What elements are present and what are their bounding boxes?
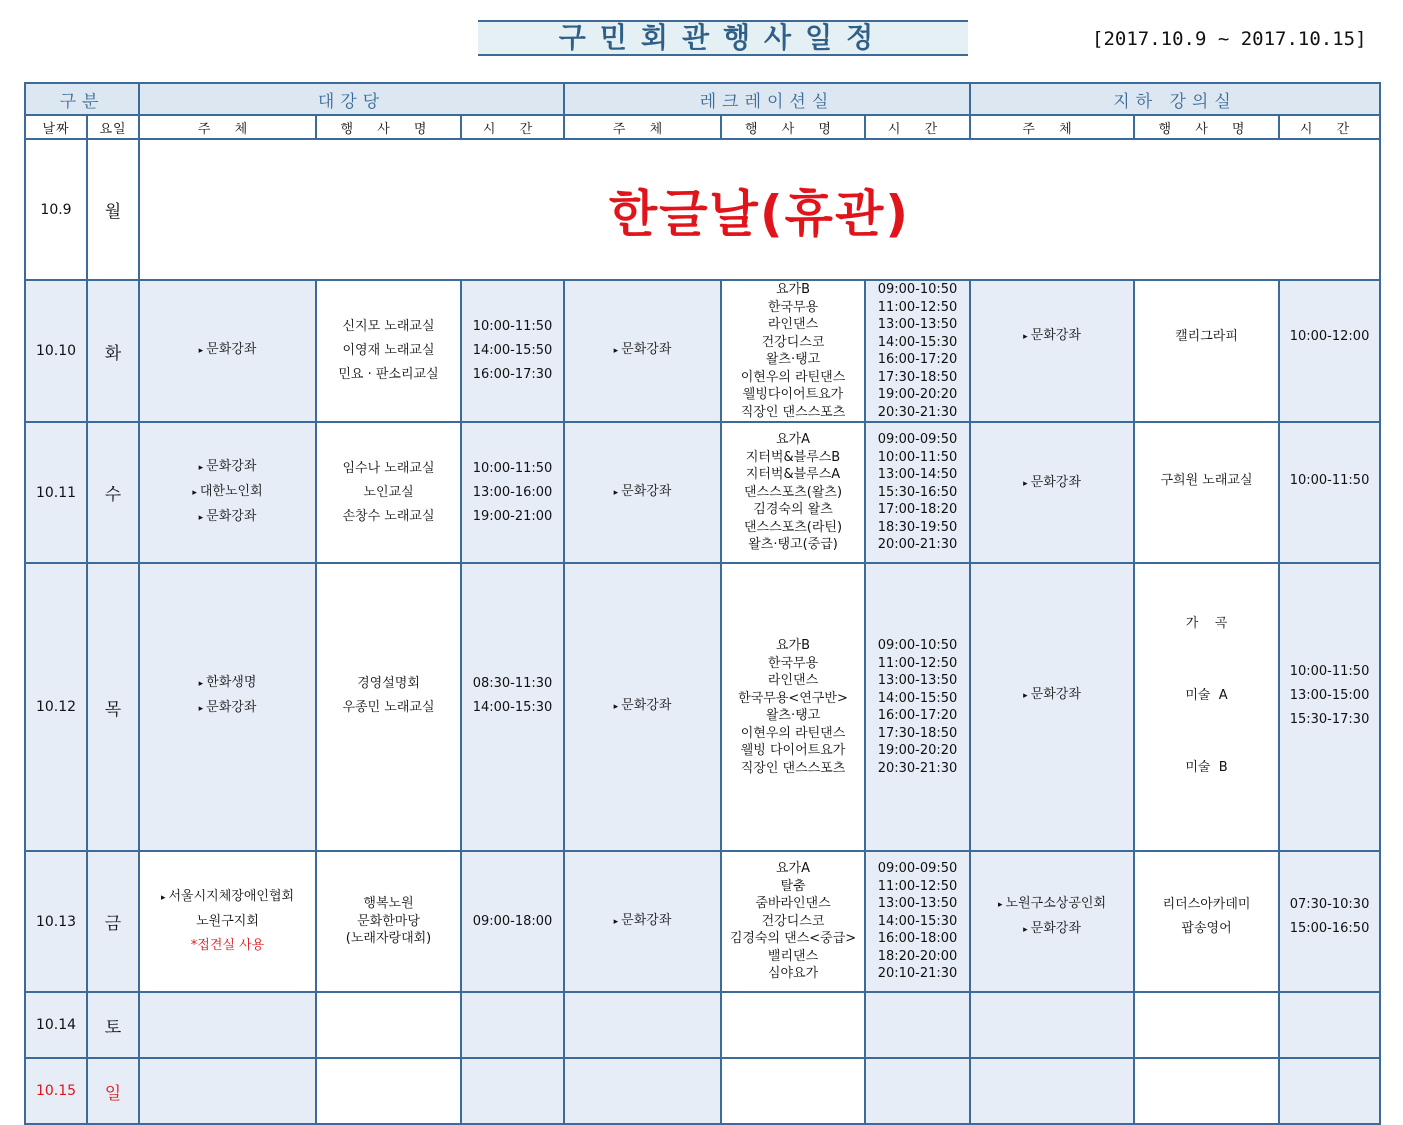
row-day: 토 bbox=[87, 992, 139, 1058]
empty-cell bbox=[865, 1058, 970, 1124]
empty-cell bbox=[970, 992, 1134, 1058]
empty-cell bbox=[721, 1058, 865, 1124]
empty-cell bbox=[1134, 1058, 1279, 1124]
header-auditorium: 대강당 bbox=[139, 83, 564, 115]
recreation-host: ▸ 문화강좌 bbox=[564, 422, 721, 563]
row-date: 10.11 bbox=[25, 422, 87, 563]
recreation-events: 요가B 한국무용 라인댄스 건강디스코 왈츠·탱고 이현우의 라틴댄스 웰빙다이어트요가 직장인 댄스스포츠 bbox=[721, 280, 865, 422]
row-date: 10.13 bbox=[25, 851, 87, 992]
basement-events: 캘리그라피 bbox=[1134, 280, 1279, 422]
empty-cell bbox=[721, 992, 865, 1058]
row-day: 금 bbox=[87, 851, 139, 992]
recreation-times: 09:00-10:50 11:00-12:50 13:00-13:50 14:00-15:50 16:00-17:20 17:30-18:50 19:00-20:20 20:30-21:30 bbox=[865, 563, 970, 851]
auditorium-host: ▸ 서울시지체장애인협회 노원구지회 *접견실 사용 bbox=[139, 851, 316, 992]
header-host: 주 체 bbox=[139, 115, 316, 139]
table-row bbox=[25, 280, 1380, 422]
row-date: 10.15 bbox=[25, 1058, 87, 1124]
empty-cell bbox=[316, 992, 461, 1058]
table-row bbox=[25, 992, 1380, 1058]
recreation-times: 09:00-09:50 11:00-12:50 13:00-13:50 14:00-15:30 16:00-18:00 18:20-20:00 20:10-21:30 bbox=[865, 851, 970, 992]
bullet-icon: ▸ bbox=[198, 513, 204, 523]
recreation-events: 요가A 지터벅&블루스B 지터벅&블루스A 댄스스포츠(왈츠) 김경숙의 왈츠 댄스스포츠(라틴) 왈츠·탱고(중급) bbox=[721, 422, 865, 563]
bullet-icon: ▸ bbox=[613, 346, 619, 357]
basement-events: 리더스아카데미 팝송영어 bbox=[1134, 851, 1279, 992]
basement-host: ▸ 문화강좌 bbox=[970, 280, 1134, 422]
table-row bbox=[25, 1058, 1380, 1124]
row-date: 10.10 bbox=[25, 280, 87, 422]
recreation-times: 09:00-09:50 10:00-11:50 13:00-14:50 15:30-16:50 17:00-18:20 18:30-19:50 20:00-21:30 bbox=[865, 422, 970, 563]
header-event: 행 사 명 bbox=[1134, 115, 1279, 139]
basement-host: ▸ 문화강좌 bbox=[970, 422, 1134, 563]
bullet-icon: ▸ bbox=[1023, 478, 1028, 489]
row-day: 수 bbox=[87, 422, 139, 563]
auditorium-host: ▸ 문화강좌 ▸ 대한노인회 ▸ 문화강좌 bbox=[139, 422, 316, 563]
header-host: 주 체 bbox=[970, 115, 1134, 139]
empty-cell bbox=[1279, 992, 1380, 1058]
row-date: 10.14 bbox=[25, 992, 87, 1058]
bullet-icon: ▸ bbox=[1023, 924, 1028, 935]
recreation-times: 09:00-10:50 11:00-12:50 13:00-13:50 14:00-15:30 16:00-17:20 17:30-18:50 19:00-20:20 20:30-21:30 bbox=[865, 280, 970, 422]
table-row bbox=[25, 851, 1380, 992]
row-date: 10.9 bbox=[25, 139, 87, 280]
row-day: 일 bbox=[87, 1058, 139, 1124]
bullet-icon: ▸ bbox=[198, 679, 204, 689]
empty-cell bbox=[865, 992, 970, 1058]
page-title: 구민회관행사일정 bbox=[478, 20, 968, 56]
basement-host: ▸ 노원구소상공인회 ▸ 문화강좌 bbox=[970, 851, 1134, 992]
basement-times: 07:30-10:30 15:00-16:50 bbox=[1279, 851, 1380, 992]
header-event: 행 사 명 bbox=[721, 115, 865, 139]
table-row bbox=[25, 139, 1380, 280]
recreation-events: 요가B 한국무용 라인댄스 한국무용<연구반> 왈츠·탱고 이현우의 라틴댄스 웰빙 다이어트요가 직장인 댄스스포츠 bbox=[721, 563, 865, 851]
auditorium-times: 09:00-18:00 bbox=[461, 851, 564, 992]
basement-events: 구희원 노래교실 bbox=[1134, 422, 1279, 563]
row-day: 화 bbox=[87, 280, 139, 422]
holiday-banner bbox=[139, 139, 1380, 280]
empty-cell bbox=[461, 1058, 564, 1124]
row-date: 10.12 bbox=[25, 563, 87, 851]
bullet-icon: ▸ bbox=[1023, 691, 1028, 702]
auditorium-times: 10:00-11:50 13:00-16:00 19:00-21:00 bbox=[461, 422, 564, 563]
bullet-icon: ▸ bbox=[192, 488, 197, 498]
header-group: 구분 bbox=[25, 83, 139, 115]
auditorium-events: 행복노원 문화한마당 (노래자랑대회) bbox=[316, 851, 461, 992]
empty-cell bbox=[139, 992, 316, 1058]
header-time: 시 간 bbox=[865, 115, 970, 139]
recreation-events: 요가A 탈춤 줌바라인댄스 건강디스코 김경숙의 댄스<중급> 밸리댄스 심야요가 bbox=[721, 851, 865, 992]
auditorium-times: 08:30-11:30 14:00-15:30 bbox=[461, 563, 564, 851]
header-day: 요일 bbox=[87, 115, 139, 139]
schedule-table bbox=[24, 82, 1381, 1125]
bullet-icon: ▸ bbox=[1023, 332, 1028, 343]
header-recreation: 레크레이션실 bbox=[564, 83, 970, 115]
row-day: 월 bbox=[87, 139, 139, 280]
header-time: 시 간 bbox=[461, 115, 564, 139]
bullet-icon: ▸ bbox=[998, 899, 1003, 910]
header-row-groups bbox=[25, 83, 1380, 115]
bullet-icon: ▸ bbox=[613, 916, 619, 927]
auditorium-events: 임수나 노래교실 노인교실 손창수 노래교실 bbox=[316, 422, 461, 563]
header-time: 시 간 bbox=[1279, 115, 1380, 139]
empty-cell bbox=[1279, 1058, 1380, 1124]
host-note: *접견실 사용 bbox=[190, 938, 265, 953]
header-host: 주 체 bbox=[564, 115, 721, 139]
bullet-icon: ▸ bbox=[613, 487, 619, 498]
holiday-text: 한글날(휴관) bbox=[608, 184, 911, 243]
recreation-host: ▸ 문화강좌 bbox=[564, 563, 721, 851]
basement-host: ▸ 문화강좌 bbox=[970, 563, 1134, 851]
basement-events: 가 곡 미술 A 미술 B bbox=[1134, 563, 1279, 851]
auditorium-host: ▸ 문화강좌 bbox=[139, 280, 316, 422]
header-event: 행 사 명 bbox=[316, 115, 461, 139]
bullet-icon: ▸ bbox=[198, 346, 204, 357]
row-day: 목 bbox=[87, 563, 139, 851]
empty-cell bbox=[970, 1058, 1134, 1124]
basement-times: 10:00-12:00 bbox=[1279, 280, 1380, 422]
bullet-icon: ▸ bbox=[198, 704, 204, 714]
recreation-host: ▸ 문화강좌 bbox=[564, 280, 721, 422]
empty-cell bbox=[564, 992, 721, 1058]
header-date: 날짜 bbox=[25, 115, 87, 139]
bullet-icon: ▸ bbox=[198, 463, 204, 473]
empty-cell bbox=[316, 1058, 461, 1124]
basement-times: 10:00-11:50 bbox=[1279, 422, 1380, 563]
date-range: [2017.10.9 ~ 2017.10.15] bbox=[1092, 28, 1367, 50]
recreation-host: ▸ 문화강좌 bbox=[564, 851, 721, 992]
empty-cell bbox=[564, 1058, 721, 1124]
bullet-icon: ▸ bbox=[160, 893, 166, 903]
table-row bbox=[25, 422, 1380, 563]
empty-cell bbox=[1134, 992, 1279, 1058]
bullet-icon: ▸ bbox=[613, 702, 619, 713]
header-row-columns bbox=[25, 115, 1380, 139]
table-row bbox=[25, 563, 1380, 851]
basement-times: 10:00-11:50 13:00-15:00 15:30-17:30 bbox=[1279, 563, 1380, 851]
empty-cell bbox=[461, 992, 564, 1058]
auditorium-times: 10:00-11:50 14:00-15:50 16:00-17:30 bbox=[461, 280, 564, 422]
auditorium-events: 경영설명회 우종민 노래교실 bbox=[316, 563, 461, 851]
auditorium-host: ▸ 한화생명 ▸ 문화강좌 bbox=[139, 563, 316, 851]
header-basement: 지하 강의실 bbox=[970, 83, 1380, 115]
auditorium-events: 신지모 노래교실 이영재 노래교실 민요 · 판소리교실 bbox=[316, 280, 461, 422]
empty-cell bbox=[139, 1058, 316, 1124]
